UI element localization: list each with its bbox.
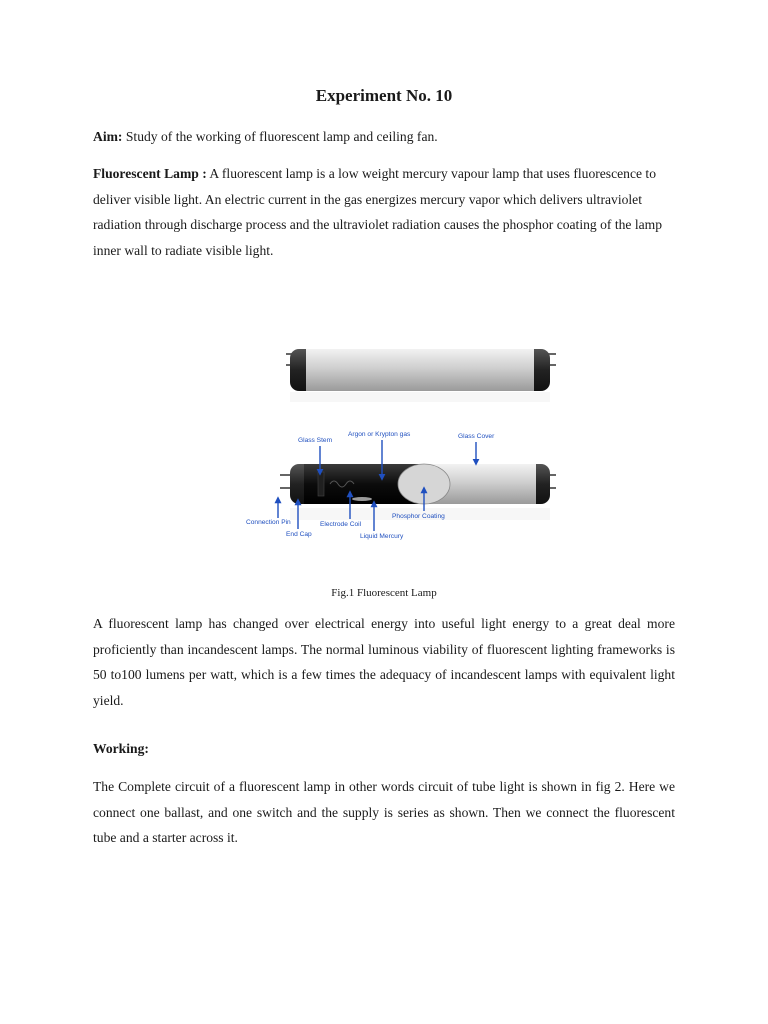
label-phosphor-coating: Phosphor Coating bbox=[392, 513, 445, 520]
fluorescent-lamp-figure bbox=[240, 338, 570, 550]
fluorescent-lamp-text: A fluorescent lamp is a low weight mercury vapour lamp that uses fluorescence to deliver visible light. An electric current in the gas energizes mercury vapor which delivers ultraviolet radiation through discharge process and the ultraviolet radiation causes the phosphor coating of the lamp inner wall to radiate visible light. bbox=[93, 166, 663, 258]
working-heading: Working: bbox=[93, 741, 149, 756]
aim-text: Study of the working of fluorescent lamp and ceiling fan. bbox=[122, 129, 438, 144]
label-electrode-coil: Electrode Coil bbox=[320, 521, 362, 528]
label-glass-cover: Glass Cover bbox=[458, 433, 495, 440]
figure-caption: Fig.1 Fluorescent Lamp bbox=[331, 587, 437, 599]
fluorescent-lamp-paragraph bbox=[93, 161, 675, 263]
cutaway-lamp bbox=[280, 464, 556, 520]
experiment-title: Experiment No. 10 bbox=[315, 86, 453, 105]
label-glass-stem: Glass Stem bbox=[298, 437, 333, 444]
aim-label: Aim: bbox=[93, 129, 123, 144]
label-end-cap: End Cap bbox=[286, 531, 312, 538]
description-paragraph: A fluorescent lamp has changed over electrical energy into useful light energy to a great deal more proficiently than incandescent lamps. The normal luminous viability of fluorescent lighting frameworks is 50 to100 lumens per watt, which is a few times the adequacy of incandescent lamps with equivalent light yield. bbox=[93, 616, 675, 708]
label-argon-gas: Argon or Krypton gas bbox=[348, 431, 411, 438]
aim-paragraph bbox=[93, 124, 675, 150]
top-lamp bbox=[286, 349, 556, 402]
working-paragraph: The Complete circuit of a fluorescent lamp in other words circuit of tube light is shown in fig 2. Here we connect one ballast, and one switch and the supply is series as shown. Then we connect the fluorescent tube and a starter across it. bbox=[93, 779, 675, 846]
fluorescent-lamp-label: Fluorescent Lamp : bbox=[93, 166, 207, 181]
label-liquid-mercury: Liquid Mercury bbox=[360, 533, 404, 540]
label-connection-pin: Connection Pin bbox=[246, 519, 291, 526]
